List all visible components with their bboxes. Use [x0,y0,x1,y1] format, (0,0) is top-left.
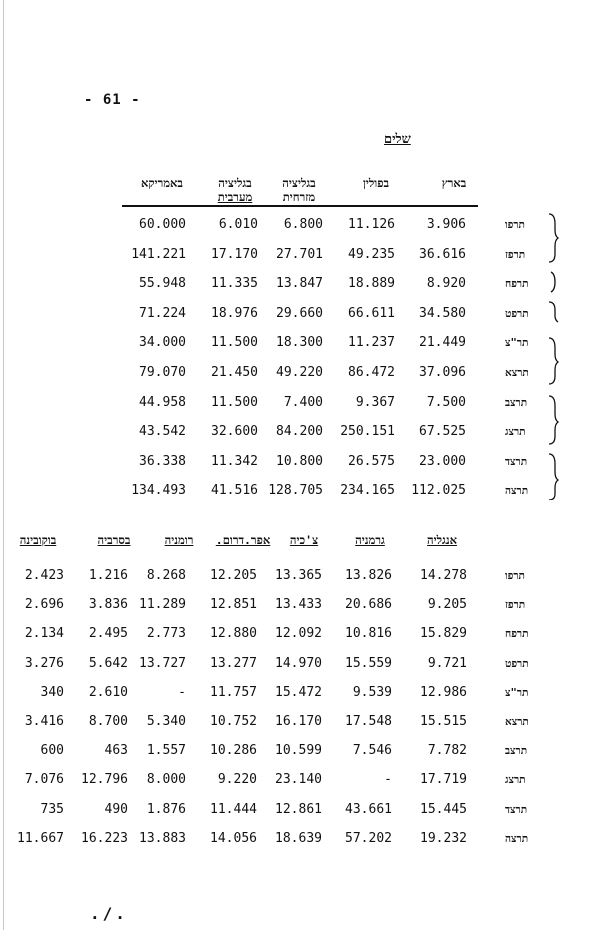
t2-cell: - [178,684,186,700]
t2-header-germany: גרמניה [355,533,385,547]
t1-table-row [0,276,600,296]
t1-cell: 134.493 [131,483,186,499]
t2-header-bessarabia: בסרביה [97,533,131,547]
t2-header-czechia: צ'כיה [289,533,319,547]
t1-header-east-galicia: בגליציה מזרחית [282,176,316,204]
t1-table-row [0,395,600,415]
year-label: תרצב [505,396,528,409]
t2-cell: 2.495 [88,626,128,642]
t1-cell: 6.010 [218,217,258,232]
t1-cell: 21.449 [419,335,466,351]
t1-cell: 21.450 [211,365,258,380]
t1-cell: 234.165 [340,483,395,499]
year-label: תרצג [505,774,526,787]
t2-cell: 16.223 [81,830,128,846]
year-label: תרפז [505,248,526,261]
t2-table-row [0,743,600,763]
t1-cell: 10.800 [276,453,323,469]
t2-cell: 7.546 [352,743,392,759]
bracket-4 [549,338,558,384]
t2-cell: - [384,772,392,788]
year-label: תרפח [505,628,529,641]
t1-brackets [546,210,560,500]
t2-table-row [0,714,600,734]
t1-header-america: באמריקא [141,176,183,190]
t2-cell: 11.667 [17,830,64,846]
year-label: תר"צ [505,686,529,699]
t2-cell: 9.205 [427,597,467,613]
t2-cell: 17.719 [420,772,467,788]
t2-cell: 12.092 [275,626,322,642]
year-label: תרפט [505,307,529,320]
t2-cell: 735 [40,801,64,817]
t1-cell: 49.235 [348,246,395,262]
t2-cell: 14.970 [275,655,322,671]
t2-cell: 1.876 [146,801,186,817]
t1-cell: 44.958 [139,394,186,410]
t1-cell: 6.800 [283,217,323,232]
t2-cell: 12.796 [81,772,128,788]
t2-cell: 490 [104,801,128,817]
t1-cell: 84.200 [276,424,323,440]
t2-table-row [0,626,600,646]
t2-cell: 10.286 [210,743,257,759]
t2-table-row [0,597,600,617]
t1-table-row [0,365,600,385]
year-label: תרצב [505,745,528,758]
year-label: תרפז [505,599,526,612]
t1-cell: 250.151 [340,424,395,440]
t1-cell: 36.338 [139,453,186,469]
t2-cell: 10.816 [345,626,392,642]
t2-cell: 17.548 [345,714,392,729]
footer-mark: ./. [90,904,128,923]
t2-cell: 13.883 [139,830,186,846]
t1-cell: 60.000 [139,217,186,232]
t2-cell: 2.423 [24,568,64,583]
t1-cell: 43.542 [139,424,186,440]
t2-cell: 3.276 [24,655,64,671]
t2-table-row [0,568,600,588]
t2-cell: 9.721 [427,655,467,671]
t2-header-romania: רומניה [164,533,194,547]
t2-cell: 15.515 [420,714,467,729]
t1-table-row [0,454,600,474]
t1-cell: 11.500 [211,335,258,351]
t1-cell: 34.000 [139,335,186,351]
t1-cell: 112.025 [411,483,466,499]
t1-cell: 141.221 [131,246,186,262]
t2-cell: 15.559 [345,655,392,671]
t1-cell: 27.701 [276,246,323,262]
t2-cell: 19.232 [420,830,467,846]
t2-cell: 43.661 [345,801,392,817]
year-label: תרצד [505,803,528,816]
t2-cell: 12.880 [210,626,257,642]
t2-cell: 3.416 [24,714,64,729]
t1-cell: 55.948 [139,276,186,292]
t1-table-row [0,217,600,237]
year-label: תרצד [505,455,528,468]
t1-header-poland: בפולין [362,176,390,190]
t1-cell: 13.847 [276,276,323,292]
t2-cell: 8.700 [88,714,128,729]
t2-cell: 8.000 [146,772,186,788]
t1-table-row [0,424,600,444]
year-label: תרצה [505,832,529,845]
t2-cell: 15.472 [275,684,322,700]
t2-cell: 13.277 [210,655,257,671]
year-label: תר"צ [505,337,529,350]
t2-cell: 10.599 [275,743,322,759]
t2-cell: 12.986 [420,684,467,700]
t1-cell: 8.920 [426,276,466,292]
t2-table-row [0,802,600,822]
t2-cell: 1.557 [146,743,186,759]
t1-cell: 17.170 [211,246,258,262]
t1-cell: 9.367 [355,394,395,410]
t1-cell: 34.580 [419,305,466,321]
t2-cell: 1.216 [88,568,128,583]
bracket-2 [551,272,555,292]
bracket-5 [549,396,558,444]
t2-cell: 5.340 [146,714,186,729]
year-label: תרפו [505,219,525,231]
t1-cell: 11.126 [348,217,395,232]
t1-cell: 41.516 [211,483,258,499]
t2-cell: 2.773 [146,626,186,642]
year-label: תרצה [505,485,529,498]
t1-cell: 11.500 [211,394,258,410]
t2-table-row [0,831,600,851]
t1-cell: 86.472 [348,365,395,380]
t2-cell: 13.826 [345,568,392,583]
t2-cell: 3.836 [88,597,128,613]
t2-cell: 12.861 [275,801,322,817]
t2-cell: 20.686 [345,597,392,613]
t2-cell: 340 [40,684,64,700]
t2-cell: 12.851 [210,597,257,613]
t1-cell: 36.616 [419,246,466,262]
t1-cell: 49.220 [276,365,323,380]
t2-cell: 16.170 [275,714,322,729]
t1-cell: 71.224 [139,305,186,321]
t2-cell: 18.639 [275,830,322,846]
t1-cell: 7.500 [426,394,466,410]
t1-cell: 18.300 [276,335,323,351]
t2-cell: 2.610 [88,684,128,700]
section-title: שלים [384,132,411,147]
t1-cell: 11.342 [211,453,258,469]
t1-cell: 11.335 [211,276,258,292]
t2-table-row [0,772,600,792]
t1-cell: 79.070 [139,365,186,380]
bracket-6 [549,454,558,500]
bracket-1 [549,214,558,262]
t2-table-row [0,656,600,676]
year-label: תרפו [505,570,525,582]
year-label: תרצא [505,716,529,728]
t2-cell: 9.539 [352,684,392,700]
t1-table-row [0,335,600,355]
t2-cell: 7.076 [24,772,64,788]
t1-cell: 67.525 [419,424,466,440]
t1-cell: 3.906 [426,217,466,232]
t2-cell: 13.433 [275,597,322,613]
t2-header-bukovina: בוקובינה [19,533,57,547]
t2-cell: 11.757 [210,684,257,700]
t2-header-south-africa: אפר.דרום. [215,533,271,547]
t2-cell: 14.056 [210,830,257,846]
t2-header-england: אנגליה [427,533,457,547]
t2-cell: 23.140 [275,772,322,788]
t1-cell: 11.237 [348,335,395,351]
t1-cell: 18.976 [211,305,258,321]
t2-cell: 57.202 [345,830,392,846]
t2-cell: 2.696 [24,597,64,613]
t1-cell: 18.889 [348,276,395,292]
t1-header-israel: בארץ [441,176,467,190]
year-label: תרפח [505,278,529,291]
t2-cell: 600 [40,743,64,759]
t2-cell: 11.444 [210,801,257,817]
t2-cell: 8.268 [146,568,186,583]
t2-cell: 15.445 [420,801,467,817]
t1-cell: 23.000 [419,453,466,469]
t1-cell: 66.611 [348,305,395,321]
year-label: תרפט [505,657,529,670]
t2-cell: 463 [104,743,128,759]
t2-cell: 10.752 [210,714,257,729]
t2-cell: 9.220 [217,772,257,788]
t2-cell: 14.278 [420,568,467,583]
t1-table-row [0,306,600,326]
t2-table-row [0,685,600,705]
t2-cell: 13.365 [275,568,322,583]
t1-table-row [0,483,600,503]
bracket-3 [549,302,558,322]
t2-cell: 15.829 [420,626,467,642]
page-number: - 61 - [84,92,141,108]
t2-cell: 7.782 [427,743,467,759]
t1-cell: 29.660 [276,305,323,321]
t2-cell: 11.289 [139,597,186,613]
t1-cell: 26.575 [348,453,395,469]
t1-cell: 7.400 [283,394,323,410]
t1-cell: 37.096 [419,365,466,380]
year-label: תרצא [505,367,529,379]
year-label: תרצג [505,426,526,439]
t1-header-west-galicia: בגליציה מערבית [217,176,253,204]
t2-cell: 2.134 [24,626,64,642]
t2-cell: 13.727 [139,655,186,671]
t1-header-rule [122,205,478,207]
t2-cell: 5.642 [88,655,128,671]
t1-cell: 32.600 [211,424,258,440]
t1-table-row [0,247,600,267]
t2-cell: 12.205 [210,568,257,583]
t1-cell: 128.705 [268,483,323,499]
